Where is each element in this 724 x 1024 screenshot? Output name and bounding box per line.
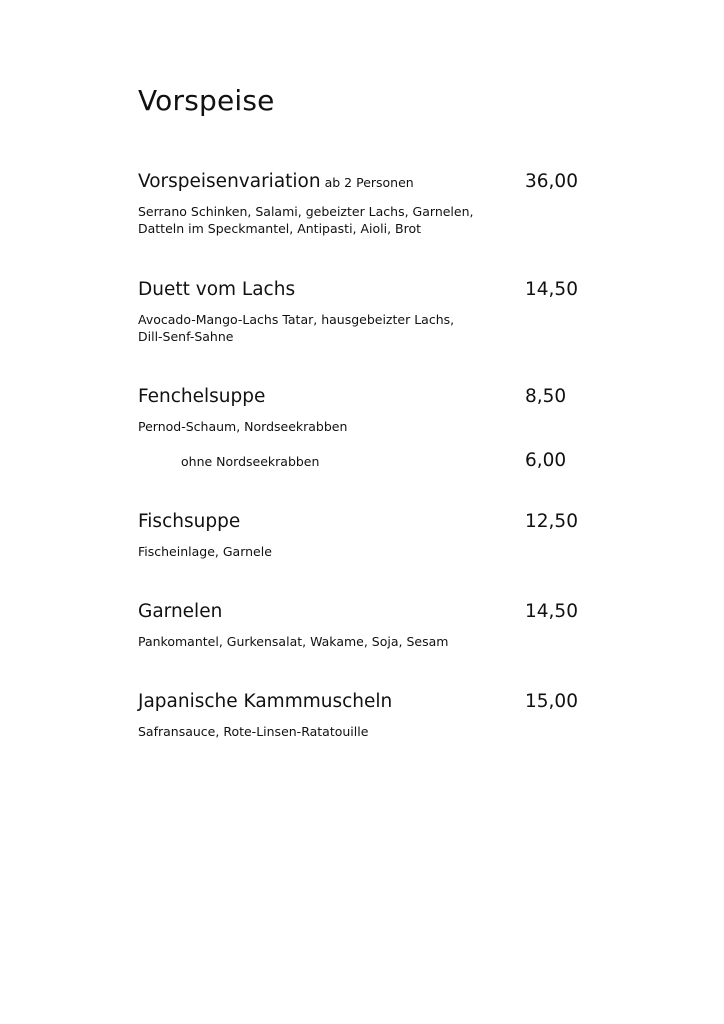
dish-description-line: Datteln im Speckmantel, Antipasti, Aioli, Brot	[138, 221, 422, 236]
dish-description	[138, 633, 584, 650]
dish-name: Fenchelsuppe	[138, 386, 266, 407]
dish-description	[138, 723, 584, 740]
menu-item-header	[138, 171, 584, 197]
dish-name: Japanische Kammmuscheln	[138, 691, 393, 712]
dish-description	[138, 418, 584, 435]
menu-item	[138, 511, 584, 560]
dish-description	[138, 543, 584, 560]
dish-description-line: Pernod-Schaum, Nordseekrabben	[138, 419, 348, 434]
dish-name: Garnelen	[138, 601, 223, 622]
dish-description	[138, 203, 584, 237]
dish-description-line: Dill-Senf-Sahne	[138, 329, 234, 344]
menu-item	[138, 691, 584, 740]
menu-item	[138, 171, 584, 237]
menu-item-header	[138, 279, 584, 305]
dish-price: 14,50	[525, 279, 578, 300]
dish-price: 15,00	[525, 691, 578, 712]
variant-label: ohne Nordseekrabben	[181, 454, 320, 469]
dish-name: Vorspeisenvariation	[138, 171, 321, 192]
menu-item	[138, 601, 584, 650]
menu-item	[138, 386, 584, 472]
menu-item-header	[138, 691, 584, 717]
dish-note: ab 2 Personen	[324, 175, 414, 190]
dish-name: Fischsuppe	[138, 511, 241, 532]
dish-name-line	[138, 171, 414, 192]
menu-item-header	[138, 386, 584, 412]
page-title: Vorspeise	[138, 84, 275, 117]
dish-price: 8,50	[525, 386, 567, 407]
dish-description-line: Avocado-Mango-Lachs Tatar, hausgebeizter Lachs,	[138, 312, 455, 327]
dish-price: 14,50	[525, 601, 578, 622]
dish-price: 36,00	[525, 171, 578, 192]
variant-price: 6,00	[525, 450, 567, 471]
menu-item	[138, 279, 584, 345]
menu-variant	[138, 450, 584, 472]
dish-description-line: Serrano Schinken, Salami, gebeizter Lachs, Garnelen,	[138, 204, 474, 219]
dish-description-line: Fischeinlage, Garnele	[138, 544, 272, 559]
dish-price: 12,50	[525, 511, 578, 532]
dish-description-line: Pankomantel, Gurkensalat, Wakame, Soja, Sesam	[138, 634, 449, 649]
menu-item-header	[138, 601, 584, 627]
dish-description-line: Safransauce, Rote-Linsen-Ratatouille	[138, 724, 369, 739]
dish-name: Duett vom Lachs	[138, 279, 296, 300]
dish-description	[138, 311, 584, 345]
menu-item-header	[138, 511, 584, 537]
